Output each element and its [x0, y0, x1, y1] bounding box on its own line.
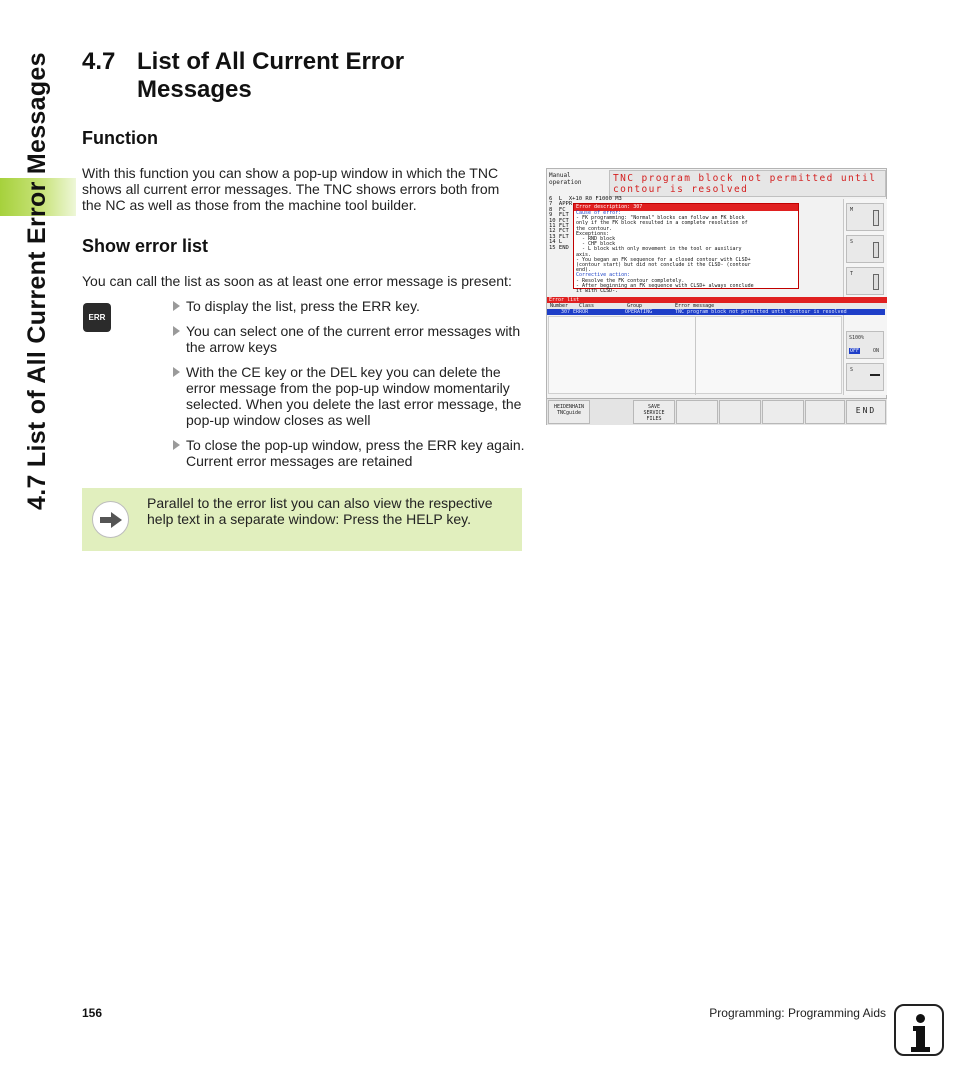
bullet-triangle-icon — [173, 326, 180, 336]
end-softkey[interactable]: END — [846, 400, 886, 424]
title-line-2: Messages — [137, 76, 252, 103]
selected-error-row[interactable]: 307 ERROR OPERATING TNC program block not permitted until contour is resolved — [547, 309, 885, 315]
error-header: TNC program block not permitted until contour is resolved — [609, 170, 886, 197]
override-softkey[interactable]: S100% OFF ON — [846, 331, 884, 359]
bullet-triangle-icon — [173, 440, 180, 450]
s-minus-softkey[interactable]: S — [846, 363, 884, 391]
minus-icon — [870, 374, 880, 376]
tool-icon — [873, 242, 879, 258]
error-list-title: Error list — [547, 297, 887, 303]
error-list-header: Number Class Group Error message — [547, 303, 887, 309]
tncguide-softkey[interactable]: HEIDENHAIN TNCguide — [548, 400, 590, 424]
m-softkey[interactable]: M — [846, 203, 884, 231]
cause-text: - FK programming: "Normal" blocks can follow an FK block only if the FK block resulted in a complete resolution of the contour. Exceptions: - RND block - CHF block - L block with only movement in the tool or auxiliary axis. - You began an FK sequence for a closed contour with CLSD+ (contour start) but did not conclude it the CLSD- (contour end). — [576, 215, 751, 274]
footer-section: Programming: Programming Aids — [709, 1006, 886, 1020]
bullet-triangle-icon — [173, 301, 180, 311]
popup-body — [574, 211, 798, 294]
error-list-area[interactable] — [548, 316, 842, 394]
operating-mode: Manual operation — [549, 172, 582, 186]
bullet-triangle-icon — [173, 367, 180, 377]
error-popup — [573, 203, 799, 295]
list-item: To close the pop-up window, press the ERR key again. Current error messages are retained — [173, 437, 525, 469]
list-item: To display the list, press the ERR key. — [173, 298, 525, 314]
err-key-icon: ERR — [83, 303, 111, 332]
tnc-screenshot — [546, 168, 887, 425]
title-line-1: List of All Current Error — [137, 48, 405, 75]
list-item: With the CE key or the DEL key you can delete the error message from the pop-up window momentarily selected. When you delete the last error message, the pop-up window closes as well — [173, 364, 525, 428]
softkey-5[interactable] — [762, 400, 804, 424]
softkey-6[interactable] — [805, 400, 845, 424]
t-softkey[interactable]: T — [846, 267, 884, 295]
show-error-intro: You can call the list as soon as at least one error message is present: — [82, 273, 512, 289]
tool-change-icon — [873, 274, 879, 290]
program-listing: 6 L X+10 R0 F1000 M3 7 APPR 8 FC 9 FLT 10 FCT 11 FLT 12 FCT 13 FLT 14 L 15 END — [549, 196, 622, 251]
help-note — [82, 488, 522, 551]
info-icon — [894, 1004, 944, 1056]
function-text: With this function you can show a pop-up window in which the TNC shows all current error messages. The TNC shows errors both from the NC as well as those from the machine tool builder. — [82, 165, 500, 213]
action-text: - Resolve the FK contour completely. - After beginning an FK sequence with CLSD+ always conclude it with CLSD-. — [576, 277, 754, 295]
step-list — [173, 298, 525, 478]
note-text: Parallel to the error list you can also view the respective help text in a separate window: Press the HELP key. — [147, 495, 493, 527]
list-item: You can select one of the current error messages with the arrow keys — [173, 323, 525, 355]
section-number: 4.7 — [82, 48, 116, 75]
page-number: 156 — [82, 1006, 103, 1020]
arrow-right-icon — [92, 501, 129, 538]
softkey-3[interactable] — [676, 400, 718, 424]
show-error-list-heading: Show error list — [82, 236, 209, 256]
cause-label: Cause of error: — [576, 210, 622, 216]
function-heading: Function — [82, 128, 158, 148]
sidebar-title: 4.7 List of All Current Error Messages — [23, 52, 51, 510]
page-title — [82, 48, 502, 104]
spindle-icon — [873, 210, 879, 226]
save-service-files-softkey[interactable]: SAVE SERVICE FILES — [633, 400, 675, 424]
softkey-4[interactable] — [719, 400, 761, 424]
popup-title: Error description: 307 — [574, 204, 798, 211]
s-softkey[interactable]: S — [846, 235, 884, 263]
softkey-bar — [547, 398, 887, 425]
action-label: Corrective action: — [576, 272, 631, 279]
